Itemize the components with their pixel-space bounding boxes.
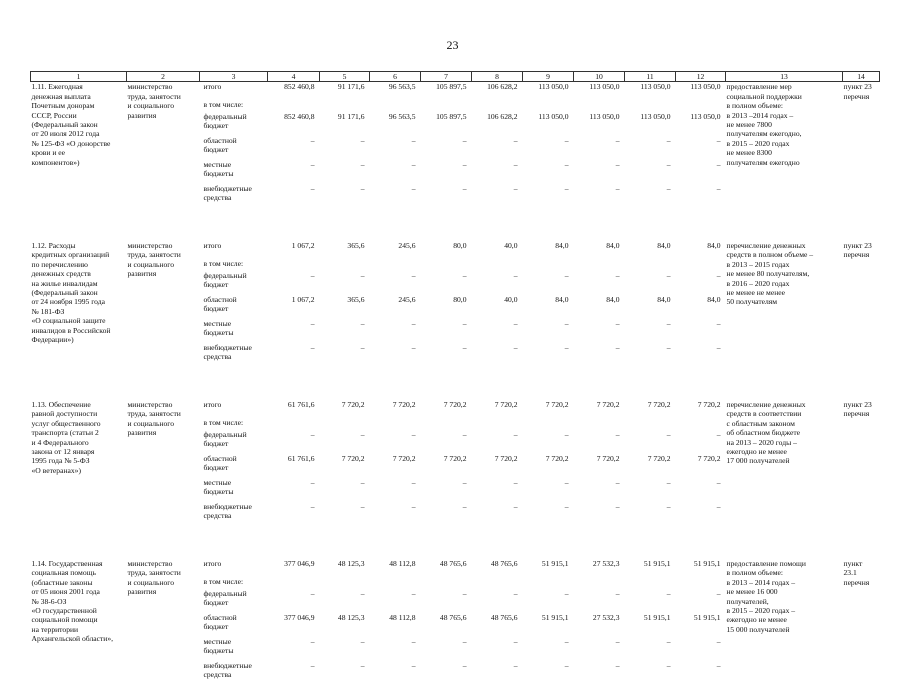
amount-cell: – — [310, 135, 315, 145]
amount-cell: – — [666, 270, 671, 280]
amount-cell: – — [411, 660, 416, 670]
amount-cell — [523, 100, 574, 112]
amount-cell — [676, 418, 726, 430]
table-row — [31, 241, 880, 259]
amount-cell: – — [310, 588, 315, 598]
amount-cell: – — [462, 342, 467, 352]
funding-source: итого — [203, 558, 222, 568]
funding-source: местные бюджеты — [203, 318, 234, 338]
amount-cell: – — [564, 135, 569, 145]
column-number: 6 — [370, 72, 421, 82]
amount-cell: – — [513, 501, 518, 511]
amount-cell: – — [716, 588, 721, 598]
amount-cell — [421, 418, 472, 430]
amount-cell: 7 720,2 — [392, 399, 416, 409]
funding-source: внебюджетные средства — [203, 342, 252, 362]
amount-cell: – — [310, 159, 315, 169]
amount-cell: – — [360, 636, 365, 646]
amount-cell: – — [360, 135, 365, 145]
amount-cell — [320, 259, 370, 271]
amount-cell: 40,0 — [504, 240, 518, 250]
amount-cell: – — [310, 501, 315, 511]
amount-cell: – — [666, 183, 671, 193]
amount-cell: 51 915,1 — [693, 612, 721, 622]
measure-name: 1.13. Обеспечение равной доступности услуг общественного транспорта (статьи 2 и 4 Федерального закона от 12 января 1995 года № 5-ФЗ «О ветеранах») — [31, 399, 101, 475]
amount-cell: 245,6 — [398, 240, 416, 250]
amount-cell: – — [666, 318, 671, 328]
amount-cell: – — [462, 501, 467, 511]
amount-cell: 852 460,8 — [284, 82, 315, 92]
amount-cell: 51 915,1 — [643, 612, 671, 622]
executor: министерство труда, занятости и социального развития — [127, 399, 181, 438]
amount-cell: – — [666, 636, 671, 646]
amount-cell: – — [615, 660, 620, 670]
amount-cell: – — [513, 477, 518, 487]
amount-cell: – — [462, 159, 467, 169]
amount-cell: 7 720,2 — [443, 453, 467, 463]
amount-cell — [268, 259, 320, 271]
amount-cell: – — [513, 588, 518, 598]
amount-cell: 48 125,3 — [337, 612, 365, 622]
amount-cell: – — [462, 183, 467, 193]
column-number: 7 — [421, 72, 472, 82]
amount-cell: 113 050,0 — [690, 82, 721, 92]
amount-cell: – — [564, 501, 569, 511]
amount-cell: – — [360, 660, 365, 670]
amount-cell — [574, 100, 625, 112]
column-number: 11 — [625, 72, 676, 82]
amount-cell: – — [615, 429, 620, 439]
amount-cell: 40,0 — [504, 294, 518, 304]
program-table — [30, 71, 880, 685]
amount-cell: – — [360, 183, 365, 193]
row-spacer — [31, 367, 880, 400]
amount-cell: – — [716, 183, 721, 193]
amount-cell: – — [615, 135, 620, 145]
amount-cell: – — [462, 318, 467, 328]
amount-cell: 84,0 — [555, 294, 569, 304]
amount-cell: – — [666, 135, 671, 145]
amount-cell: 365,6 — [347, 294, 365, 304]
amount-cell: – — [360, 477, 365, 487]
amount-cell: 84,0 — [657, 240, 671, 250]
row-spacer — [31, 526, 880, 559]
amount-cell: 48 112,8 — [389, 558, 416, 568]
amount-cell: – — [666, 429, 671, 439]
amount-cell — [421, 577, 472, 589]
amount-cell — [268, 577, 320, 589]
amount-cell: – — [411, 135, 416, 145]
amount-cell: 84,0 — [707, 294, 721, 304]
amount-cell: – — [666, 588, 671, 598]
amount-cell: 105 897,5 — [436, 82, 467, 92]
amount-cell — [268, 418, 320, 430]
amount-cell — [370, 577, 421, 589]
amount-cell: – — [360, 588, 365, 598]
funding-source: местные бюджеты — [203, 159, 234, 179]
amount-cell — [472, 577, 523, 589]
amount-cell: – — [666, 660, 671, 670]
amount-cell: – — [513, 342, 518, 352]
amount-cell — [574, 259, 625, 271]
amount-cell: – — [716, 342, 721, 352]
amount-cell: 84,0 — [657, 294, 671, 304]
amount-cell: – — [411, 501, 416, 511]
amount-cell: – — [615, 588, 620, 598]
amount-cell: – — [564, 588, 569, 598]
funding-source: областной бюджет — [203, 135, 237, 155]
amount-cell: 96 563,5 — [388, 111, 416, 121]
amount-cell: – — [411, 342, 416, 352]
amount-cell: 80,0 — [453, 294, 467, 304]
funding-source: внебюджетные средства — [203, 501, 252, 521]
amount-cell: 7 720,2 — [392, 453, 416, 463]
amount-cell: – — [462, 636, 467, 646]
amount-cell: – — [310, 660, 315, 670]
amount-cell: – — [411, 477, 416, 487]
funding-source: федеральный бюджет — [203, 429, 247, 449]
amount-cell: 80,0 — [453, 240, 467, 250]
amount-cell: – — [462, 660, 467, 670]
amount-cell: – — [513, 270, 518, 280]
amount-cell: 84,0 — [606, 240, 620, 250]
amount-cell: 27 532,3 — [592, 558, 620, 568]
amount-cell: 113 050,0 — [589, 111, 620, 121]
spacer-cell — [31, 526, 880, 559]
amount-cell — [370, 100, 421, 112]
amount-cell: – — [716, 318, 721, 328]
amount-cell: 84,0 — [606, 294, 620, 304]
table-body — [31, 82, 880, 685]
amount-cell: 113 050,0 — [538, 82, 569, 92]
amount-cell: 48 765,6 — [490, 612, 518, 622]
amount-cell: 48 765,6 — [490, 558, 518, 568]
amount-cell — [625, 418, 676, 430]
amount-cell: 1 067,2 — [291, 294, 315, 304]
amount-cell: 7 720,2 — [494, 399, 518, 409]
expected-result: перечисление денежных средств в соответствии с областным законом об областном бюджете на 2013 – 2020 годы – ежегодно не менее 17 000 получателей — [726, 399, 806, 466]
amount-cell: 7 720,2 — [341, 399, 365, 409]
measure-name: 1.14. Государственная социальная помощь (областные законы от 05 июня 2001 года № 38-6-ОЗ «О государственной социальной помощи на территории Архангельской области», — [31, 558, 114, 644]
funding-source: внебюджетные средства — [203, 660, 252, 680]
amount-cell — [523, 259, 574, 271]
amount-cell: – — [310, 429, 315, 439]
amount-cell: 113 050,0 — [538, 111, 569, 121]
amount-cell — [574, 577, 625, 589]
amount-cell: – — [411, 318, 416, 328]
amount-cell: – — [716, 159, 721, 169]
amount-cell: 91 171,6 — [337, 82, 365, 92]
spacer-cell — [31, 367, 880, 400]
amount-cell: – — [666, 501, 671, 511]
amount-cell: – — [716, 636, 721, 646]
amount-cell — [676, 577, 726, 589]
funding-source: федеральный бюджет — [203, 111, 247, 131]
reference: пункт 23 перечня — [843, 240, 872, 260]
amount-cell: 51 915,1 — [541, 558, 569, 568]
amount-cell: – — [310, 318, 315, 328]
column-number: 10 — [574, 72, 625, 82]
amount-cell — [676, 259, 726, 271]
amount-cell — [676, 100, 726, 112]
amount-cell: 113 050,0 — [589, 82, 620, 92]
amount-cell: – — [666, 159, 671, 169]
amount-cell: – — [564, 183, 569, 193]
amount-cell — [523, 418, 574, 430]
amount-cell: – — [716, 429, 721, 439]
amount-cell — [370, 418, 421, 430]
funding-source: в том числе: — [203, 417, 244, 427]
funding-source: федеральный бюджет — [203, 588, 247, 608]
amount-cell: – — [615, 159, 620, 169]
amount-cell: – — [310, 636, 315, 646]
amount-cell: 377 046,9 — [284, 558, 315, 568]
amount-cell: – — [411, 429, 416, 439]
reference: пункт 23 перечня — [843, 82, 872, 101]
amount-cell: 48 765,6 — [439, 558, 467, 568]
amount-cell — [523, 577, 574, 589]
amount-cell: 245,6 — [398, 294, 416, 304]
amount-cell: 61 761,6 — [287, 399, 315, 409]
funding-source: областной бюджет — [203, 294, 237, 314]
amount-cell: – — [462, 429, 467, 439]
reference: пункт 23 перечня — [843, 399, 872, 419]
amount-cell: – — [310, 477, 315, 487]
amount-cell: – — [513, 318, 518, 328]
amount-cell — [574, 418, 625, 430]
row-spacer — [31, 208, 880, 241]
amount-cell: – — [462, 135, 467, 145]
amount-cell: – — [564, 660, 569, 670]
amount-cell: – — [513, 429, 518, 439]
funding-source: итого — [203, 82, 222, 92]
amount-cell: 51 915,1 — [643, 558, 671, 568]
amount-cell: – — [310, 183, 315, 193]
amount-cell: 7 720,2 — [647, 453, 671, 463]
amount-cell: 7 720,2 — [545, 399, 569, 409]
funding-source: в том числе: — [203, 258, 244, 268]
amount-cell — [472, 418, 523, 430]
amount-cell: – — [360, 159, 365, 169]
funding-source: федеральный бюджет — [203, 270, 247, 290]
amount-cell: 852 460,8 — [284, 111, 315, 121]
amount-cell: 7 720,2 — [443, 399, 467, 409]
amount-cell — [625, 259, 676, 271]
amount-cell: 48 765,6 — [439, 612, 467, 622]
amount-cell: – — [716, 477, 721, 487]
amount-cell: – — [564, 477, 569, 487]
amount-cell: – — [513, 636, 518, 646]
amount-cell: – — [462, 477, 467, 487]
amount-cell: – — [310, 270, 315, 280]
amount-cell: 48 112,8 — [389, 612, 416, 622]
amount-cell: – — [564, 318, 569, 328]
executor: министерство труда, занятости и социального развития — [127, 82, 181, 120]
amount-cell: 61 761,6 — [287, 453, 315, 463]
amount-cell — [268, 100, 320, 112]
amount-cell: 113 050,0 — [640, 111, 671, 121]
amount-cell: – — [411, 183, 416, 193]
executor: министерство труда, занятости и социального развития — [127, 558, 181, 597]
amount-cell: – — [411, 588, 416, 598]
amount-cell: 106 628,2 — [487, 111, 518, 121]
amount-cell — [625, 577, 676, 589]
amount-cell: 7 720,2 — [545, 453, 569, 463]
amount-cell: 51 915,1 — [541, 612, 569, 622]
funding-source: итого — [203, 240, 222, 250]
amount-cell: – — [615, 501, 620, 511]
expected-result: перечисление денежных средств в полном объеме – в 2013 – 2015 годах не менее 80 получателям, в 2016 – 2020 годах не менее не менее 50 получателям — [726, 240, 814, 307]
amount-cell: – — [615, 477, 620, 487]
amount-cell: – — [360, 501, 365, 511]
column-number: 2 — [127, 72, 200, 82]
amount-cell: 27 532,3 — [592, 612, 620, 622]
table-row — [31, 559, 880, 577]
amount-cell: 1 067,2 — [291, 240, 315, 250]
amount-cell: 7 720,2 — [647, 399, 671, 409]
amount-cell: – — [615, 636, 620, 646]
amount-cell: 51 915,1 — [693, 558, 721, 568]
amount-cell: – — [411, 159, 416, 169]
expected-result: предоставление мер социальной поддержки в полном объеме: в 2013 –2014 годах – не менее 7800 получателям ежегодно, в 2015 – 2020 годах не менее 8300 получателям ежегодно — [726, 82, 802, 167]
amount-cell — [320, 577, 370, 589]
table-row — [31, 400, 880, 418]
amount-cell: – — [360, 342, 365, 352]
amount-cell: – — [360, 318, 365, 328]
amount-cell: – — [615, 318, 620, 328]
amount-cell: 105 897,5 — [436, 111, 467, 121]
table-row — [31, 82, 880, 100]
column-number: 12 — [676, 72, 726, 82]
column-number: 4 — [268, 72, 320, 82]
amount-cell — [472, 100, 523, 112]
column-number: 13 — [726, 72, 843, 82]
amount-cell: – — [462, 588, 467, 598]
amount-cell: – — [716, 135, 721, 145]
amount-cell: – — [462, 270, 467, 280]
amount-cell: 7 720,2 — [697, 453, 721, 463]
amount-cell: 7 720,2 — [341, 453, 365, 463]
amount-cell: – — [716, 501, 721, 511]
amount-cell: – — [411, 270, 416, 280]
amount-cell: 365,6 — [347, 240, 365, 250]
funding-source: областной бюджет — [203, 453, 237, 473]
column-number-row — [31, 72, 880, 82]
amount-cell: – — [716, 660, 721, 670]
amount-cell: 48 125,3 — [337, 558, 365, 568]
amount-cell: 113 050,0 — [640, 82, 671, 92]
amount-cell — [320, 418, 370, 430]
amount-cell: – — [360, 429, 365, 439]
amount-cell — [625, 100, 676, 112]
amount-cell: – — [411, 636, 416, 646]
amount-cell — [421, 100, 472, 112]
amount-cell: – — [564, 429, 569, 439]
page-number: 23 — [446, 38, 459, 52]
amount-cell: – — [666, 342, 671, 352]
measure-name: 1.12. Расходы кредитных организаций по перечислению денежных средств на жилье инвалидам (Федеральный закон от 24 ноября 1995 года № 181-ФЗ «О социальной защите инвалидов в Российской Федерации») — [31, 240, 111, 344]
amount-cell: 7 720,2 — [596, 453, 620, 463]
column-number: 14 — [843, 72, 880, 82]
amount-cell: 84,0 — [707, 240, 721, 250]
column-number: 1 — [31, 72, 127, 82]
amount-cell: – — [666, 477, 671, 487]
amount-cell — [370, 259, 421, 271]
funding-source: внебюджетные средства — [203, 183, 252, 203]
amount-cell: – — [615, 183, 620, 193]
amount-cell: – — [564, 270, 569, 280]
amount-cell: – — [513, 159, 518, 169]
column-number: 5 — [320, 72, 370, 82]
amount-cell: 91 171,6 — [337, 111, 365, 121]
amount-cell: – — [564, 636, 569, 646]
amount-cell: – — [513, 183, 518, 193]
amount-cell: 7 720,2 — [596, 399, 620, 409]
amount-cell: 84,0 — [555, 240, 569, 250]
funding-source: в том числе: — [203, 576, 244, 586]
amount-cell: – — [310, 342, 315, 352]
column-number: 8 — [472, 72, 523, 82]
column-number: 9 — [523, 72, 574, 82]
spacer-cell — [31, 208, 880, 241]
amount-cell: – — [615, 270, 620, 280]
amount-cell: – — [564, 159, 569, 169]
amount-cell — [472, 259, 523, 271]
amount-cell: 7 720,2 — [697, 399, 721, 409]
funding-source: местные бюджеты — [203, 477, 234, 497]
amount-cell — [320, 100, 370, 112]
amount-cell: – — [360, 270, 365, 280]
funding-source: местные бюджеты — [203, 636, 234, 656]
expected-result: предоставление помощи в полном объеме: в 2013 – 2014 годах – не менее 16 000 получателей, в 2015 – 2020 годах – ежегодно не менее 15 000 получателей — [726, 558, 806, 634]
amount-cell: – — [716, 270, 721, 280]
amount-cell: 377 046,9 — [284, 612, 315, 622]
amount-cell: 96 563,5 — [388, 82, 416, 92]
amount-cell: 106 628,2 — [487, 82, 518, 92]
amount-cell: – — [615, 342, 620, 352]
amount-cell: 7 720,2 — [494, 453, 518, 463]
amount-cell — [421, 259, 472, 271]
reference: пункт 23.1 перечня — [843, 558, 870, 587]
funding-source: в том числе: — [203, 99, 244, 109]
amount-cell: – — [564, 342, 569, 352]
executor: министерство труда, занятости и социального развития — [127, 240, 181, 279]
funding-source: итого — [203, 399, 222, 409]
amount-cell: – — [513, 660, 518, 670]
amount-cell: 113 050,0 — [690, 111, 721, 121]
measure-name: 1.11. Ежегодная денежная выплата Почетным донорам СССР, России (Федеральный закон от 20 июля 2012 года № 125-ФЗ «О донорстве крови и ее компонентов») — [31, 82, 111, 167]
funding-source: областной бюджет — [203, 612, 237, 632]
amount-cell: – — [513, 135, 518, 145]
column-number: 3 — [200, 72, 268, 82]
